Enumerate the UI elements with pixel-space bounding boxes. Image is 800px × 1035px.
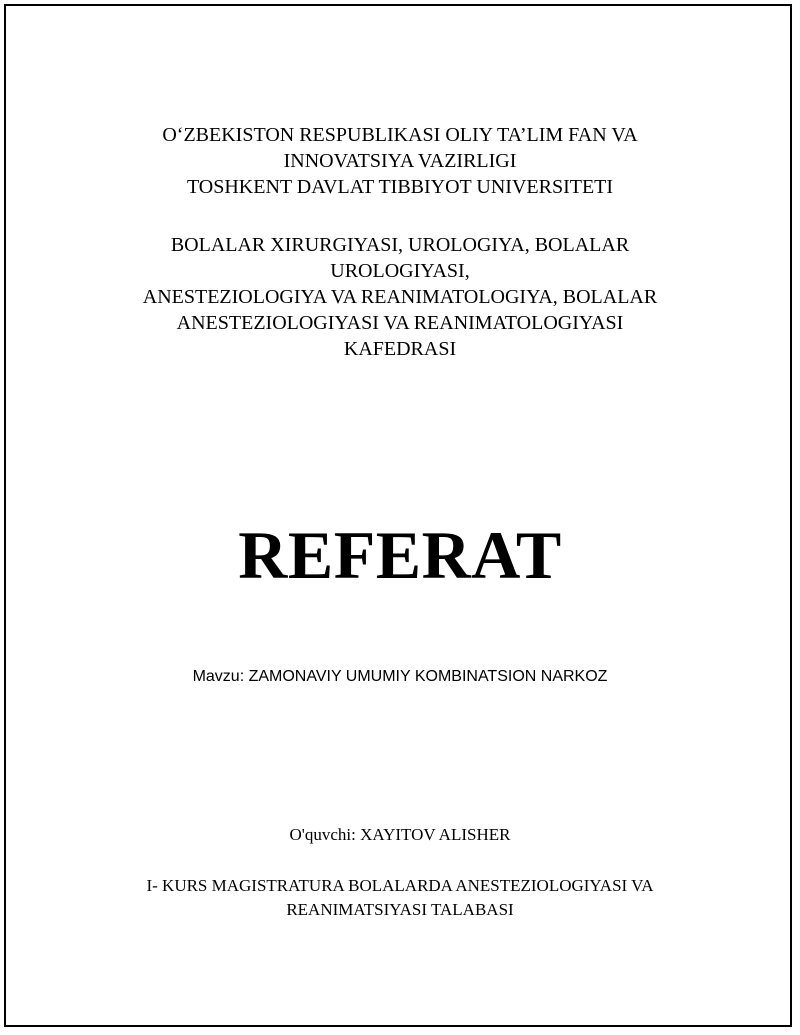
course-line-1: I- KURS MAGISTRATURA BOLALARDA ANESTEZIOLOGIYASI VA bbox=[146, 876, 654, 895]
department-line-2: UROLOGIYASI, bbox=[330, 260, 470, 282]
ministry-line-2: INNOVATSIYA VAZIRLIGI bbox=[283, 150, 517, 172]
course-info bbox=[0, 874, 800, 922]
department-line-1: BOLALAR XIRURGIYASI, UROLOGIYA, BOLALAR bbox=[170, 234, 630, 256]
ministry-header bbox=[0, 122, 800, 200]
course-line-2: REANIMATSIYASI TALABASI bbox=[286, 900, 514, 919]
university-name: TOSHKENT DAVLAT TIBBIYOT UNIVERSITETI bbox=[186, 176, 614, 198]
student-name: O'quvchi: XAYITOV ALISHER bbox=[289, 825, 511, 844]
topic-line: Mavzu: ZAMONAVIY UMUMIY KOMBINATSION NARKOZ bbox=[192, 668, 608, 685]
topic-block bbox=[0, 666, 800, 688]
document-title-block bbox=[0, 515, 800, 595]
department-line-3: ANESTEZIOLOGIYA VA REANIMATOLOGIYA, BOLALAR bbox=[142, 286, 658, 308]
ministry-line-1: O‘ZBEKISTON RESPUBLIKASI OLIY TA’LIM FAN VA bbox=[162, 124, 638, 146]
department-name bbox=[0, 232, 800, 362]
document-title: REFERAT bbox=[238, 517, 562, 593]
student-block bbox=[0, 824, 800, 846]
department-line-5: KAFEDRASI bbox=[343, 338, 457, 360]
department-line-4: ANESTEZIOLOGIYASI VA REANIMATOLOGIYASI bbox=[176, 312, 624, 334]
